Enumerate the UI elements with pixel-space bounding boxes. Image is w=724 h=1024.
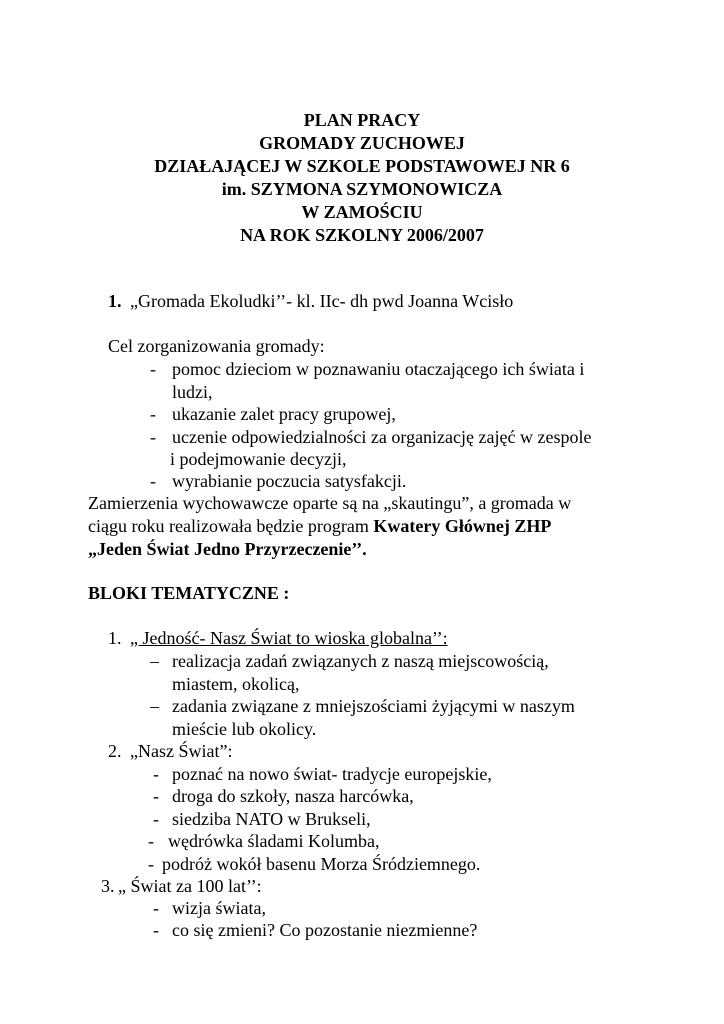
bullet-text: miastem, okolicą, [172, 674, 300, 694]
block-number: 1. [108, 628, 122, 648]
bullet-text: ukazanie zalet pracy grupowej, [172, 404, 396, 424]
item1-number: 1. [108, 291, 122, 311]
paragraph-emphasis: „Jeden Świat Jedno Przyrzeczenie’’. [88, 539, 367, 559]
bullet-dash: - [153, 898, 159, 918]
block-title: „Nasz Świat”: [130, 741, 233, 761]
section-heading: BLOKI TEMATYCZNE : [88, 583, 290, 603]
bullet-text: ludzi, [172, 382, 213, 402]
bullet-dash: - [150, 359, 156, 379]
bullet-text: wizja świata, [172, 898, 266, 918]
bullet-text: wyrabianie poczucia satysfakcji. [172, 471, 407, 491]
bullet-text: pomoc dzieciom w poznawaniu otaczającego ich świata i [172, 359, 585, 379]
title-line: PLAN PRACY [303, 110, 421, 130]
bullet-text: zadania związane z mniejszościami żyjącymi w naszym [172, 696, 575, 716]
bullet-text: poznać na nowo świat- tradycje europejskie, [172, 764, 492, 784]
bullet-dash: - [153, 786, 159, 806]
paragraph-line: Zamierzenia wychowawcze oparte są na „skautingu”, a gromada w [88, 493, 572, 513]
bullet-text: uczenie odpowiedzialności za organizację zajęć w zespole [172, 427, 592, 447]
block-number: 2. [108, 741, 122, 761]
block-title: „ Jedność- Nasz Świat to wioska globalna’’: [130, 628, 448, 648]
bullet-dash: - [153, 920, 159, 940]
bullet-text: podróż wokół basenu Morza Śródziemnego. [162, 854, 481, 874]
title-line: NA ROK SZKOLNY 2006/2007 [240, 225, 484, 245]
paragraph-text: ciągu roku realizowała będzie program [88, 516, 374, 536]
block-number: 3. [101, 876, 115, 896]
bullet-dash: - [148, 854, 154, 874]
bullet-text: wędrówka śladami Kolumba, [168, 831, 380, 851]
bullet-dash: – [150, 696, 159, 716]
bullet-text: i podejmowanie decyzji, [170, 449, 347, 469]
bullet-text: realizacja zadań związanych z naszą miejscowością, [172, 651, 549, 671]
bullet-text: droga do szkoły, nasza harcówka, [172, 786, 414, 806]
block-title: „ Świat za 100 lat’’: [118, 876, 262, 896]
item1-text: „Gromada Ekoludki’’- kl. IIc- dh pwd Joanna Wcisło [130, 291, 514, 311]
bullet-dash: – [150, 651, 159, 671]
bullet-dash: - [153, 764, 159, 784]
paragraph-emphasis: Kwatery Głównej ZHP [373, 516, 552, 536]
bullet-text: siedziba NATO w Brukseli, [172, 809, 371, 829]
bullet-text: co się zmieni? Co pozostanie niezmienne? [172, 920, 478, 940]
title-line: GROMADY ZUCHOWEJ [259, 133, 465, 153]
bullet-text: mieście lub okolicy. [172, 719, 317, 739]
document-title [0, 109, 724, 247]
bullet-dash: - [153, 809, 159, 829]
title-line: im. SZYMONA SZYMONOWICZA [221, 179, 503, 199]
bullet-dash: - [148, 831, 154, 851]
bullet-dash: - [150, 427, 156, 447]
paragraph-line [88, 515, 551, 538]
title-line: DZIAŁAJĄCEJ W SZKOLE PODSTAWOWEJ NR 6 [154, 156, 570, 176]
title-line: W ZAMOŚCIU [301, 202, 423, 222]
bullet-dash: - [150, 404, 156, 424]
cel-heading: Cel zorganizowania gromady: [108, 336, 325, 356]
bullet-dash: - [150, 471, 156, 491]
